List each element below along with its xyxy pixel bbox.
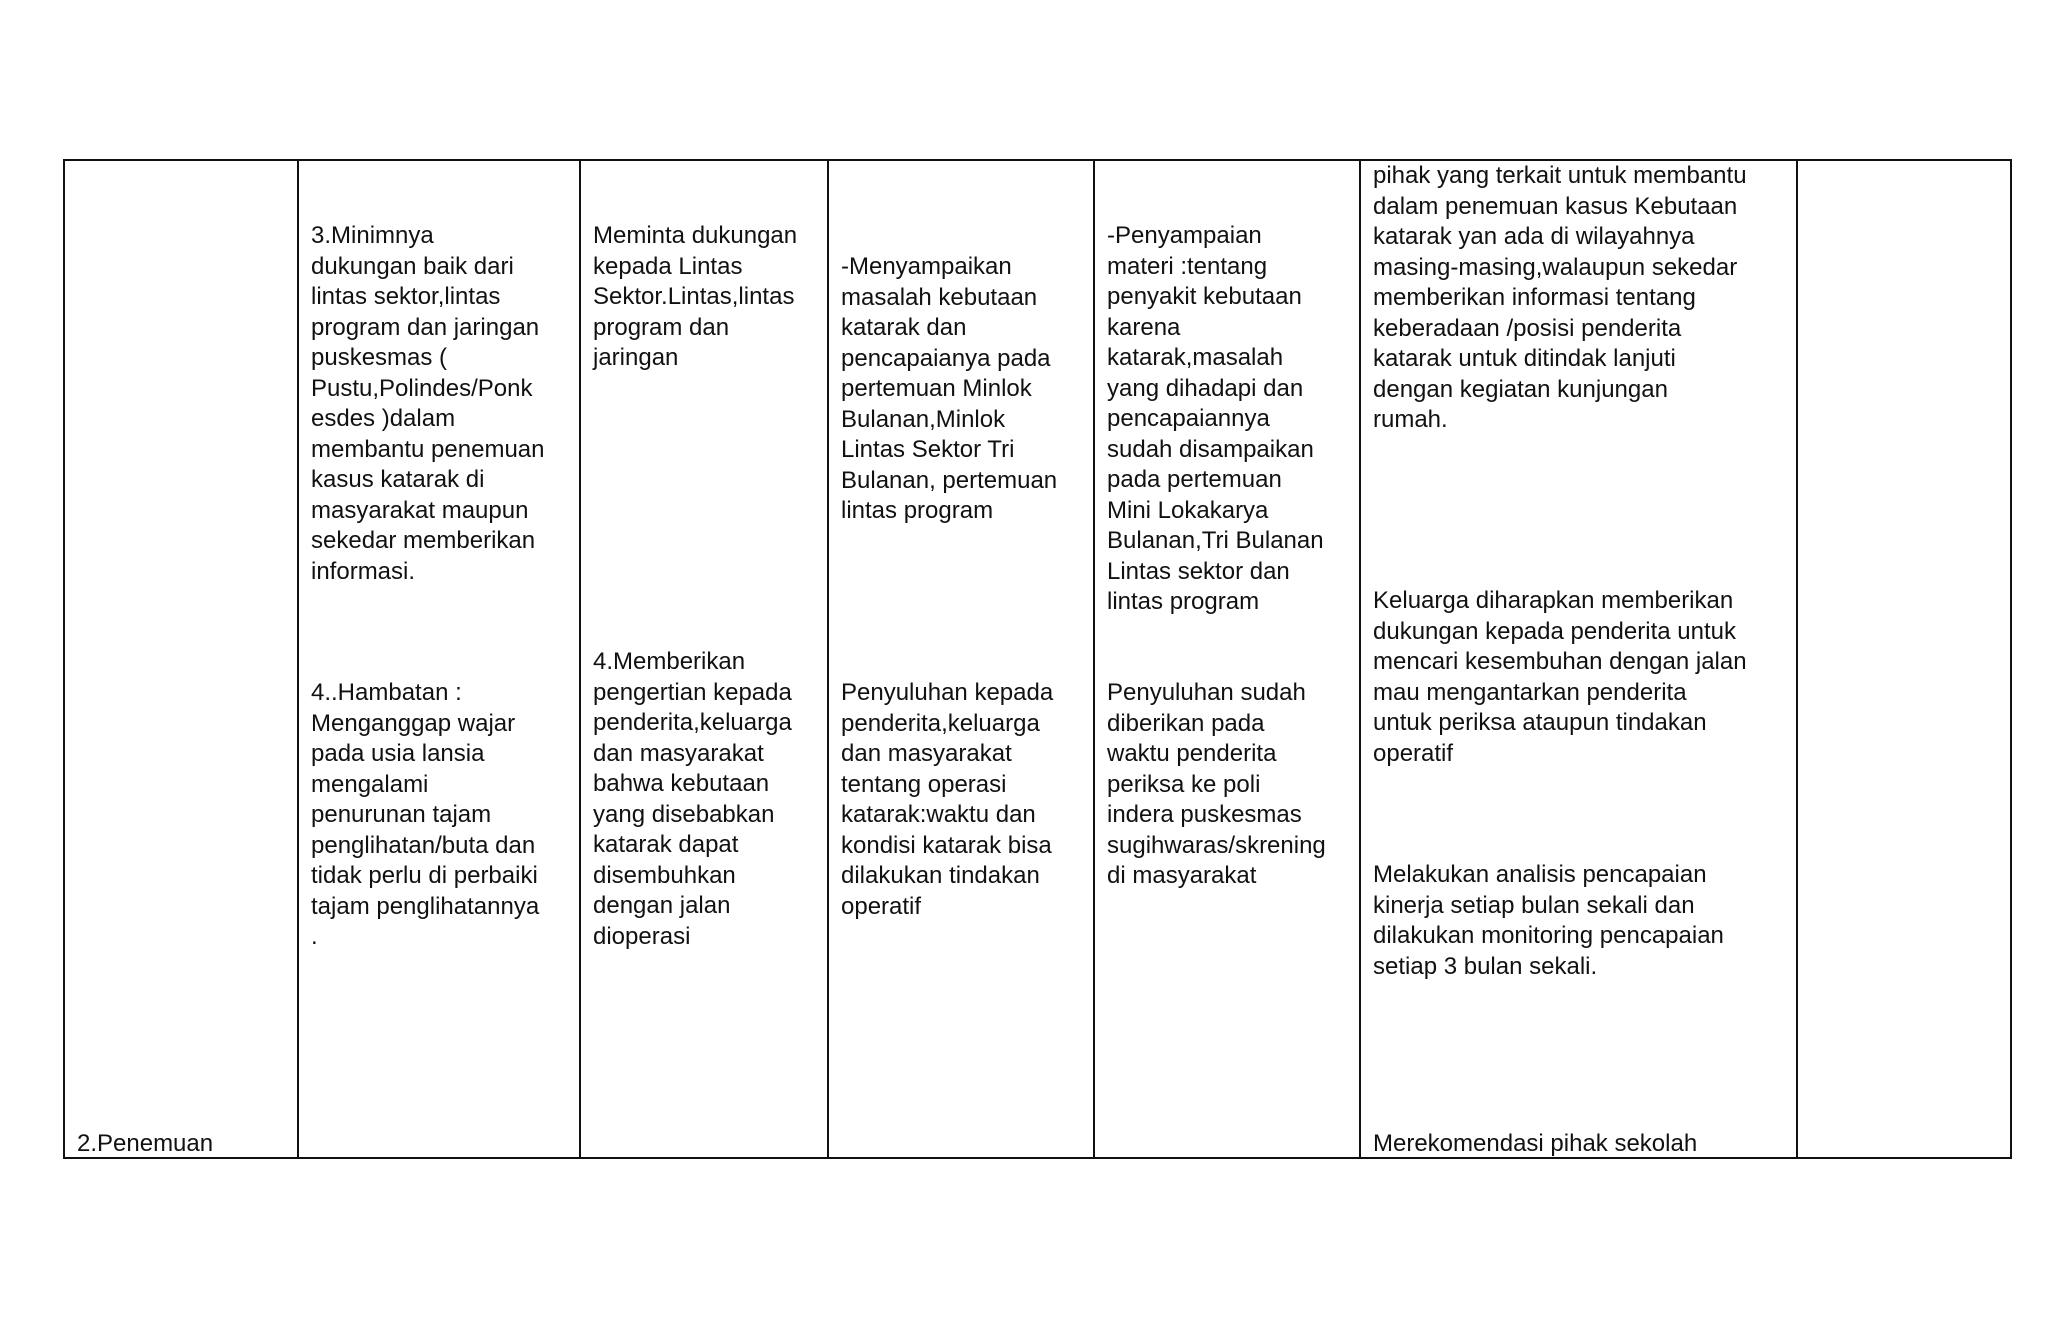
table-column-4 [829,161,1095,1157]
solution-3-text: Meminta dukungan kepada Lintas Sektor.Lintas,lintas program dan jaringan [593,222,798,371]
followup-4-text: Keluarga diharapkan memberikan dukungan kepada penderita untuk mencari kesembuhan dengan jalan mau mengantarkan penderita untuk periksa ataupun tindakan operatif [1373,587,1747,767]
activity-3-text: -Menyampaikan masalah kebutaan katarak dan pencapaianya pada pertemuan Minlok Bulanan,Minlok Lintas Sektor Tri Bulanan, pertemuan lintas program [841,253,1058,524]
table-column-2 [299,161,581,1157]
followup-monitoring-text: Melakukan analisis pencapaian kinerja setiap bulan sekali dan dilakukan monitoring pencapaian setiap 3 bulan sekali. [1373,861,1724,980]
table-column-6 [1361,161,1798,1157]
problem-3-text: 3.Minimnya dukungan baik dari lintas sektor,lintas program dan jaringan puskesmas ( Pustu,Polindes/Ponk esdes )dalam membantu penemuan kasus katarak di masyarakat maupun sekedar memberikan informasi. [311,222,545,585]
followup-school-text: Merekomendasi pihak sekolah [1373,1130,1698,1157]
table-column-1 [65,161,299,1157]
table-column-7 [1798,161,2010,1157]
result-4-text: Penyuluhan sudah diberikan pada waktu penderita periksa ke poli indera puskesmas sugihwaras/skrening di masyarakat [1107,679,1326,889]
followup-3-text: pihak yang terkait untuk membantu dalam penemuan kasus Kebutaan katarak yan ada di wilayahnya masing-masing,walaupun sekedar memberikan informasi tentang keberadaan /posisi penderita katarak untuk ditindak lanjuti dengan kegiatan kunjungan rumah. [1373,162,1747,433]
table-column-5 [1095,161,1361,1157]
result-3-text: -Penyampaian materi :tentang penyakit kebutaan karena katarak,masalah yang dihadapi dan pencapaiannya sudah disampaikan pada pertemuan Mini Lokakarya Bulanan,Tri Bulanan Lintas sektor dan lintas program [1107,222,1324,615]
table-column-3 [581,161,829,1157]
row-label-penemuan: 2.Penemuan [77,1130,214,1157]
problem-4-text: 4..Hambatan : Menganggap wajar pada usia lansia mengalami penurunan tajam penglihatan/buta dan tidak perlu di perbaiki tajam penglihatannya . [311,679,540,950]
solution-4-text: 4.Memberikan pengertian kepada penderita,keluarga dan masyarakat bahwa kebutaan yang disebabkan katarak dapat disembuhkan dengan jalan dioperasi [593,648,792,950]
document-table [63,159,2012,1159]
activity-4-text: Penyuluhan kepada penderita,keluarga dan masyarakat tentang operasi katarak:waktu dan kondisi katarak bisa dilakukan tindakan operatif [841,679,1054,920]
